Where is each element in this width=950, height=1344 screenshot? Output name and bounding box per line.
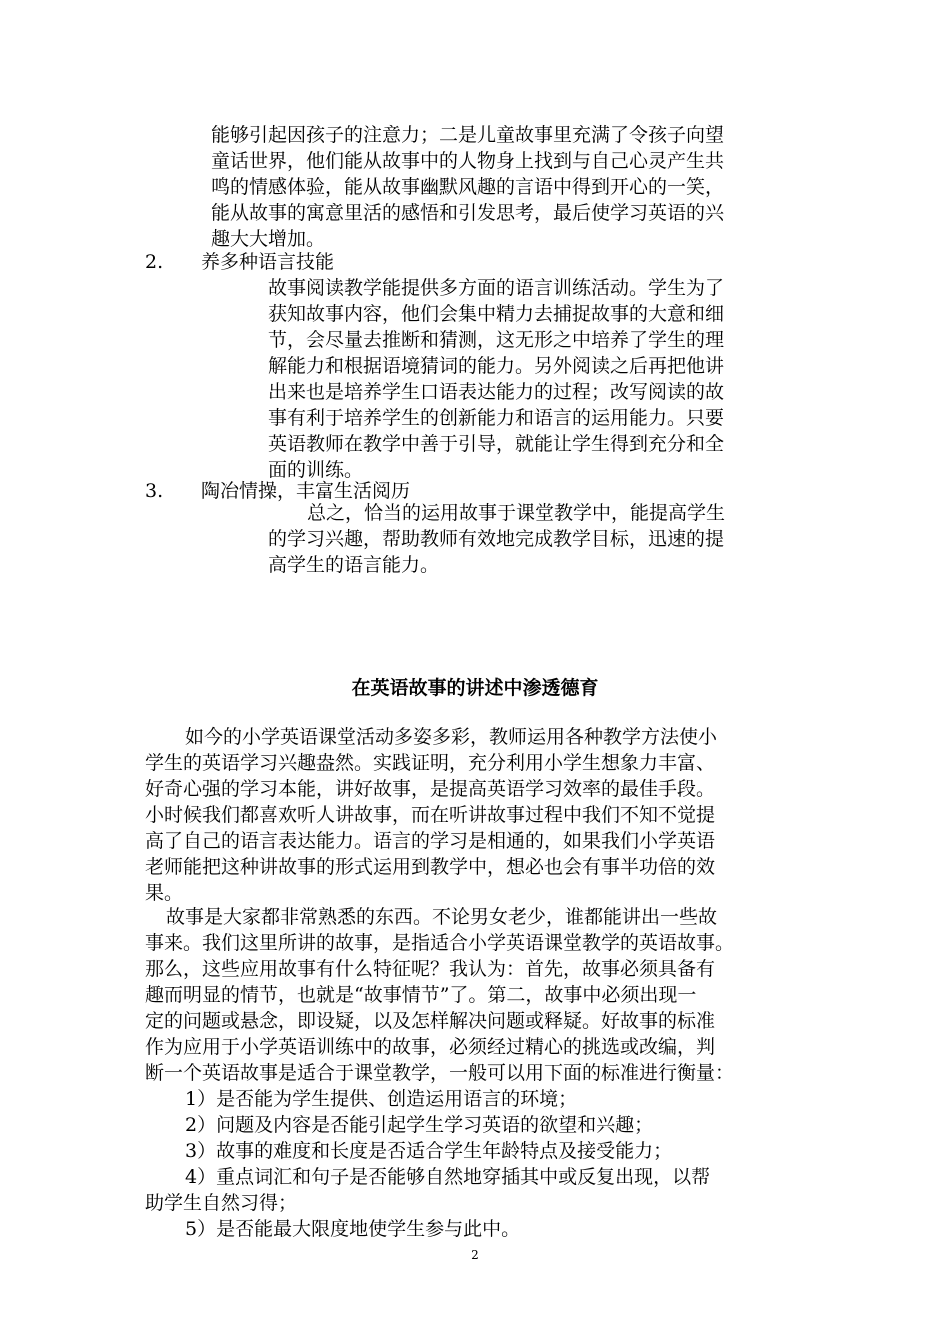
text-line: 故事阅读教学能提供多方面的语言训练活动。学生为了	[268, 277, 725, 299]
text-line: 能从故事的寓意里活的感悟和引发思考，最后使学习英语的兴	[211, 202, 725, 224]
list-item: 5）是否能最大限度地使学生参与此中。	[185, 1218, 521, 1240]
text-line: 老师能把这种讲故事的形式运用到教学中，想必也会有事半功倍的效	[145, 856, 716, 878]
text-line: 能够引起因孩子的注意力；二是儿童故事里充满了令孩子向望	[211, 124, 725, 146]
text-line: 高了自己的语言表达能力。语言的学习是相通的，如果我们小学英语	[145, 830, 716, 852]
list-number: 3.	[145, 480, 164, 502]
list-item-continuation: 助学生自然习得；	[145, 1192, 298, 1214]
text-line: 小时候我们都喜欢听人讲故事，而在听讲故事过程中我们不知不觉提	[145, 804, 716, 826]
text-line: 故事是大家都非常熟悉的东西。不论男女老少，谁都能讲出一些故	[166, 906, 718, 928]
text-line: 获知故事内容，他们会集中精力去捕捉故事的大意和细	[268, 303, 725, 325]
text-line: 果。	[145, 882, 184, 904]
text-line: 节，会尽量去推断和猜测，这无形之中培养了学生的理	[268, 329, 725, 351]
text-line: 事有利于培养学生的创新能力和语言的运用能力。只要	[268, 407, 725, 429]
list-item: 4）重点词汇和句子是否能够自然地穿插其中或反复出现，以帮	[185, 1166, 711, 1188]
list-number: 2.	[145, 251, 164, 273]
text-line: 高学生的语言能力。	[268, 554, 440, 576]
text-line: 如今的小学英语课堂活动多姿多彩，教师运用各种教学方法使小	[185, 726, 718, 748]
text-line: 趣大大增加。	[211, 228, 326, 250]
text-line: 的学习兴趣，帮助教师有效地完成教学目标，迅速的提	[268, 528, 725, 550]
text-line: 学生的英语学习兴趣盎然。实践证明，充分利用小学生想象力丰富、	[145, 752, 716, 774]
text-line: 趣而明显的情节，也就是“故事情节”了。第二，故事中必须出现一	[145, 984, 697, 1006]
text-line: 事来。我们这里所讲的故事，是指适合小学英语课堂教学的英语故事。	[145, 932, 735, 954]
text-line: 总之，恰当的运用故事于课堂教学中，能提高学生	[307, 502, 726, 524]
text-line: 出来也是培养学生口语表达能力的过程；改写阅读的故	[268, 381, 725, 403]
text-line: 英语教师在教学中善于引导，就能让学生得到充分和全	[268, 433, 725, 455]
list-item: 3）故事的难度和长度是否适合学生年龄特点及接受能力；	[185, 1140, 673, 1162]
text-line: 断一个英语故事是适合于课堂教学，一般可以用下面的标准进行衡量：	[145, 1062, 735, 1084]
page-number: 2	[471, 1248, 479, 1262]
text-line: 面的训练。	[268, 459, 364, 481]
list-item-title: 养多种语言技能	[201, 251, 335, 273]
text-line: 定的问题或悬念，即设疑，以及怎样解决问题或释疑。好故事的标准	[145, 1010, 716, 1032]
text-line: 作为应用于小学英语训练中的故事，必须经过精心的挑选或改编，判	[145, 1036, 716, 1058]
text-line: 好奇心强的学习本能，讲好故事，是提高英语学习效率的最佳手段。	[145, 778, 716, 800]
text-line: 那么，这些应用故事有什么特征呢？我认为：首先，故事必须具备有	[145, 958, 716, 980]
list-item: 1）是否能为学生提供、创造运用语言的环境；	[185, 1088, 578, 1110]
article-title: 在英语故事的讲述中渗透德育	[351, 677, 599, 699]
text-line: 鸣的情感体验，能从故事幽默风趣的言语中得到开心的一笑，	[211, 176, 725, 198]
text-line: 童话世界，他们能从故事中的人物身上找到与自己心灵产生共	[211, 150, 725, 172]
list-item: 2）问题及内容是否能引起学生学习英语的欲望和兴趣；	[185, 1114, 654, 1136]
text-line: 解能力和根据语境猜词的能力。另外阅读之后再把他讲	[268, 355, 725, 377]
list-item-title: 陶冶情操，丰富生活阅历	[201, 480, 411, 502]
